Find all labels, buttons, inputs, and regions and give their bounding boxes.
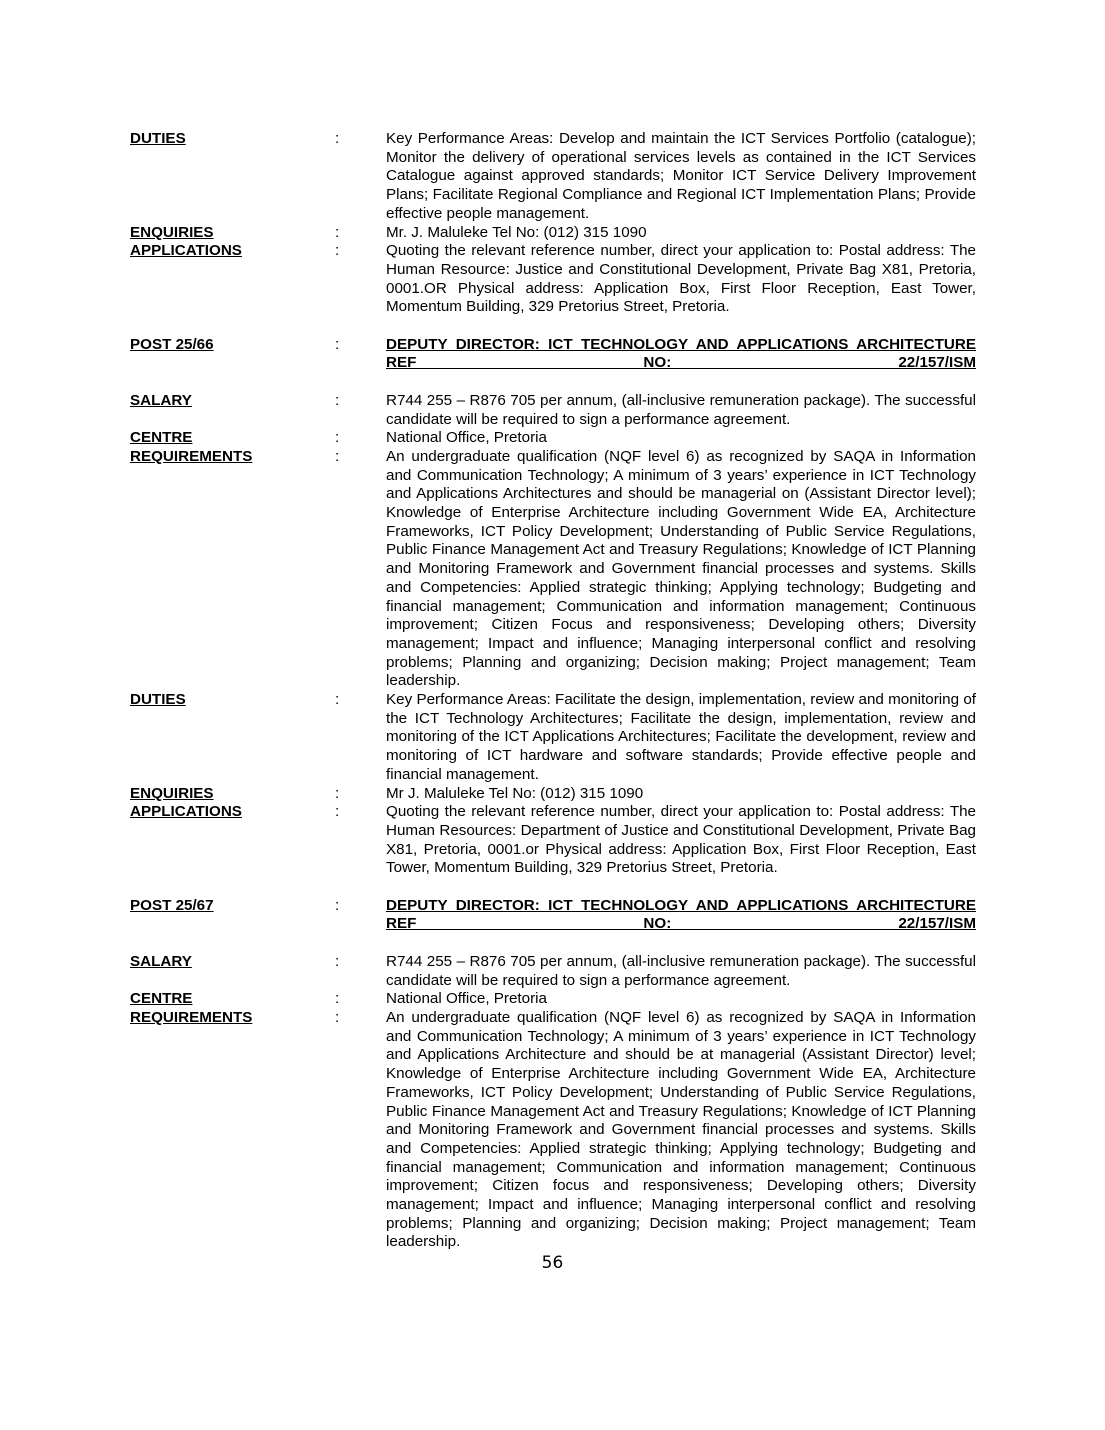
field-label: SALARY xyxy=(130,952,192,970)
field-value: An undergraduate qualification (NQF level 6) as recognized by SAQA in Information and Communication Technology; A minimum of 3 years’ experience in ICT Technology and Applications Architectures and should be managerial on (Assistant Director level); Knowledge of Enterprise Architecture including Government Wide EA, Architecture Frameworks, ICT Policy Development; Understanding of Public Service Regulations, Public Finance Management Act and Treasury Regulations; Knowledge of ICT Planning and Monitoring Framework and Government financial processes and systems. Skills and Competencies: Applied strategic thinking; Applying technology; Budgeting and financial management; Communication and information management; Continuous improvement; Citizen Focus and responsiveness; Developing others; Diversity management; Impact and influence; Managing interpersonal conflict and resolving problems; Planning and organizing; Decision making; Project management; Team leadership. xyxy=(386,447,976,690)
field-row xyxy=(130,803,976,878)
field-row xyxy=(130,392,976,429)
field-label: CENTRE xyxy=(130,990,193,1008)
field-value: Quoting the relevant reference number, direct your application to: Postal address: The Human Resources: Department of Justice and Constitutional Development, Private Bag X81, Pretoria, 0001.or Physical address: Application Box, First Floor Reception, East Tower, Momentum Building, 329 Pretorius Street, Pretoria. xyxy=(386,803,976,877)
post-title-row xyxy=(130,336,976,373)
field-separator: : xyxy=(335,990,340,1008)
field-separator: : xyxy=(335,391,340,409)
field-value: An undergraduate qualification (NQF level 6) as recognized by SAQA in Information and Communication Technology; A minimum of 3 years’ experience in ICT Technology and Applications Architecture and should be at managerial (Assistant Director) level; Knowledge of Enterprise Architecture including Government Wide EA, Architecture Frameworks, ICT Policy Development; Understanding of Public Service Regulations, Public Finance Management Act and Treasury Regulations; Knowledge of ICT Planning and Monitoring Framework and Government financial processes and systems. Skills and Competencies: Applied strategic thinking; Applying technology; Budgeting and financial management; Communication and information management; Continuous improvement; Citizen focus and responsiveness; Developing others; Diversity management; Impact and influence; Managing interpersonal conflict and resolving problems; Planning and organizing; Decision making; Project management; Team leadership. xyxy=(386,1008,976,1251)
post-title-row xyxy=(130,897,976,934)
field-separator: : xyxy=(335,803,340,821)
field-separator: : xyxy=(335,447,340,465)
field-row xyxy=(130,953,976,990)
field-value: Key Performance Areas: Develop and maintain the ICT Services Portfolio (catalogue); Monitor the delivery of operational services levels as contained in the ICT Services Catalogue against approved standards; Monitor ICT Service Delivery Improvement Plans; Facilitate Regional Compliance and Regional ICT Implementation Plans; Provide effective people management. xyxy=(386,130,976,222)
field-value: Mr J. Maluleke Tel No: (012) 315 1090 xyxy=(386,784,644,802)
field-row xyxy=(130,785,976,804)
field-label: CENTRE xyxy=(130,429,193,447)
field-label: REQUIREMENTS xyxy=(130,447,253,465)
section-spacer xyxy=(130,317,976,336)
field-row xyxy=(130,429,976,448)
field-separator: : xyxy=(335,952,340,970)
field-label: ENQUIRIES xyxy=(130,223,214,241)
field-separator: : xyxy=(335,130,340,147)
field-label: APPLICATIONS xyxy=(130,242,242,260)
field-separator: : xyxy=(335,242,340,260)
field-separator: : xyxy=(335,1008,340,1026)
field-label: SALARY xyxy=(130,391,192,409)
field-label: ENQUIRIES xyxy=(130,784,214,802)
field-value: R744 255 – R876 705 per annum, (all-inclusive remuneration package). The successful candidate will be required to sign a performance agreement. xyxy=(386,952,976,989)
field-value: Key Performance Areas: Facilitate the design, implementation, review and monitoring of the ICT Technology Architectures; Facilitate the design, implementation, review and monitoring of the ICT Applications Architectures; Facilitate the development, review and monitoring of ICT hardware and software standards; Provide effective people and financial management. xyxy=(386,691,976,783)
field-separator: : xyxy=(335,429,340,447)
field-separator: : xyxy=(335,896,340,914)
document-body xyxy=(130,130,976,1252)
field-value: Mr. J. Maluleke Tel No: (012) 315 1090 xyxy=(386,223,647,241)
field-row xyxy=(130,224,976,243)
section-spacer xyxy=(130,878,976,897)
field-separator: : xyxy=(335,223,340,241)
field-separator: : xyxy=(335,784,340,802)
field-row xyxy=(130,990,976,1009)
field-row xyxy=(130,448,976,691)
post-title: DEPUTY DIRECTOR: ICT TECHNOLOGY AND APPLICATIONS ARCHITECTURE REF NO: 22/157/ISM xyxy=(386,896,976,933)
field-row xyxy=(130,130,976,224)
field-separator: : xyxy=(335,691,340,709)
section-spacer xyxy=(130,373,976,392)
section-spacer xyxy=(130,934,976,953)
field-label: DUTIES xyxy=(130,691,186,709)
field-value: National Office, Pretoria xyxy=(386,429,547,447)
field-row xyxy=(130,1009,976,1252)
field-label: DUTIES xyxy=(130,130,186,147)
post-title: DEPUTY DIRECTOR: ICT TECHNOLOGY AND APPLICATIONS ARCHITECTURE REF NO: 22/157/ISM xyxy=(386,335,976,372)
field-separator: : xyxy=(335,335,340,353)
field-label: REQUIREMENTS xyxy=(130,1008,253,1026)
field-value: R744 255 – R876 705 per annum, (all-inclusive remuneration package). The successful candidate will be required to sign a performance agreement. xyxy=(386,391,976,428)
page-number: 56 xyxy=(541,1253,564,1273)
field-row xyxy=(130,242,976,317)
field-value: Quoting the relevant reference number, direct your application to: Postal address: The Human Resource: Justice and Constitutional Development, Private Bag X81, Pretoria, 0001.OR Physical address: Application Box, First Floor Reception, East Tower, Momentum Building, 329 Pretorius Street, Pretoria. xyxy=(386,242,976,316)
field-label: APPLICATIONS xyxy=(130,803,242,821)
field-value: National Office, Pretoria xyxy=(386,990,547,1008)
field-row xyxy=(130,691,976,785)
post-number: POST 25/66 xyxy=(130,335,214,353)
post-number: POST 25/67 xyxy=(130,896,214,914)
